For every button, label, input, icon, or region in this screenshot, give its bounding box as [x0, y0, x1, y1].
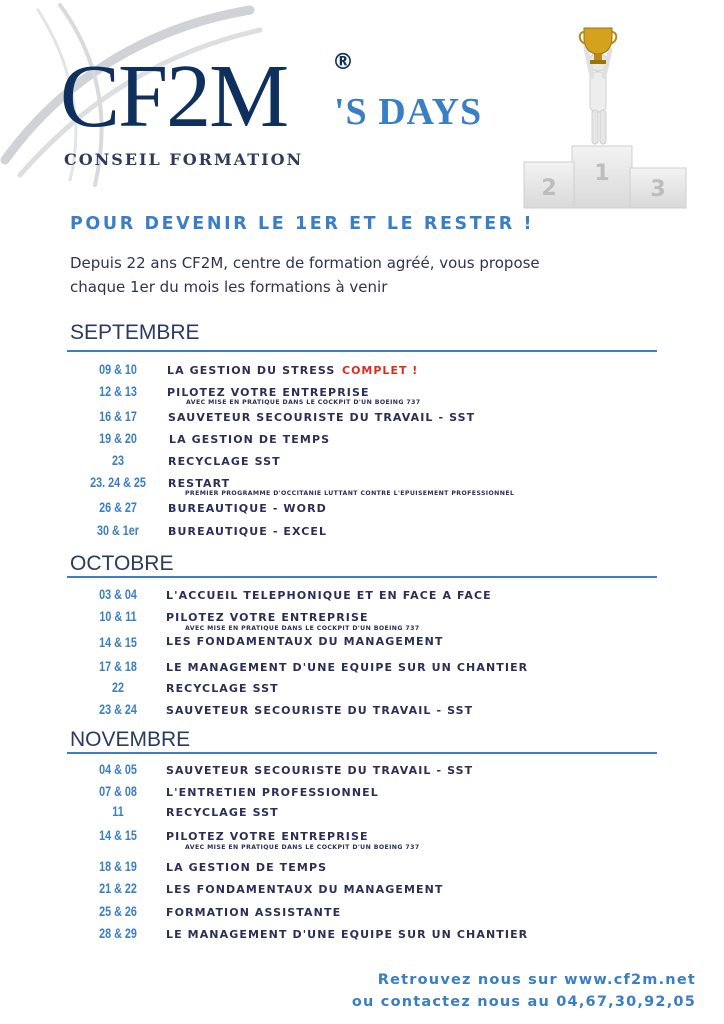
footer-contact: ou contactez nous au 04,67,30,92,05: [351, 994, 696, 1010]
session-date: 30 & 1er: [96, 523, 140, 538]
month-divider: [67, 752, 657, 754]
course-title: LE MANAGEMENT D'UNE EQUIPE SUR UN CHANTIER: [166, 928, 529, 941]
complet-badge: COMPLET !: [342, 364, 419, 377]
session-date: 10 & 11: [99, 609, 137, 624]
course-title: SAUVETEUR SECOURISTE DU TRAVAIL - SST: [166, 704, 474, 717]
course-title: LES FONDAMENTAUX DU MANAGEMENT: [166, 883, 444, 896]
trophy-figure-icon: [580, 28, 617, 144]
session-date: 17 & 18: [99, 659, 137, 674]
session-date: 19 & 20: [99, 431, 137, 446]
course-title: LA GESTION DE TEMPS: [166, 861, 328, 874]
course-title: SAUVETEUR SECOURISTE DU TRAVAIL - SST: [166, 764, 474, 777]
session-date: 12 & 13: [99, 384, 137, 399]
registered-mark: ®: [332, 50, 354, 75]
session-date: 25 & 26: [99, 904, 137, 919]
session-date: 18 & 19: [99, 859, 137, 874]
course-subtitle: AVEC MISE EN PRATIQUE DANS LE COCKPIT D'UN BOEING 737: [186, 399, 421, 406]
course-title: RESTART: [168, 477, 231, 490]
podium-label-3: 3: [650, 177, 666, 202]
course-title: BUREAUTIQUE - WORD: [168, 502, 327, 515]
headline: POUR DEVENIR LE 1ER ET LE RESTER !: [70, 214, 535, 234]
course-subtitle: PREMIER PROGRAMME D'OCCITANIE LUTTANT CONTRE L'EPUISEMENT PROFESSIONNEL: [185, 490, 515, 497]
course-title: LES FONDAMENTAUX DU MANAGEMENT: [166, 635, 444, 648]
month-divider: [67, 576, 657, 578]
course-title: L'ACCUEIL TELEPHONIQUE ET EN FACE A FACE: [166, 589, 492, 602]
session-date: 14 & 15: [99, 828, 137, 843]
course-title: RECYCLAGE SST: [168, 455, 281, 468]
course-title: PILOTEZ VOTRE ENTREPRISE: [167, 386, 370, 399]
course-subtitle: AVEC MISE EN PRATIQUE DANS LE COCKPIT D'UN BOEING 737: [185, 844, 420, 851]
session-date: 26 & 27: [99, 500, 137, 515]
session-date: 04 & 05: [99, 762, 137, 777]
course-title: RECYCLAGE SST: [166, 806, 279, 819]
course-title: PILOTEZ VOTRE ENTREPRISE: [166, 611, 369, 624]
session-date: 22: [111, 680, 125, 695]
logo-subtitle: CONSEIL FORMATION: [64, 150, 304, 169]
session-date: 14 & 15: [99, 635, 137, 650]
footer-website: Retrouvez nous sur www.cf2m.net: [377, 972, 696, 988]
intro-text: [70, 251, 630, 299]
intro-line-2: chaque 1er du mois les formations à venir: [70, 278, 388, 296]
session-date: 03 & 04: [99, 587, 137, 602]
session-date: 23: [111, 453, 125, 468]
course-title: RECYCLAGE SST: [166, 682, 279, 695]
month-title-novembre: NOVEMBRE: [70, 728, 191, 751]
month-divider: [67, 350, 657, 352]
course-title: SAUVETEUR SECOURISTE DU TRAVAIL - SST: [168, 411, 476, 424]
course-title: L'ENTRETIEN PROFESSIONNEL: [166, 786, 379, 799]
logo-days: 'S DAYS: [334, 91, 483, 133]
course-title: FORMATION ASSISTANTE: [166, 906, 342, 919]
session-date: 16 & 17: [99, 409, 137, 424]
session-date: 23 & 24: [99, 702, 137, 717]
logo-brand: CF2M: [60, 47, 288, 146]
session-date: 11: [112, 804, 124, 819]
course-subtitle: AVEC MISE EN PRATIQUE DANS LE COCKPIT D'UN BOEING 737: [185, 625, 420, 632]
month-title-octobre: OCTOBRE: [70, 552, 174, 575]
session-date: 21 & 22: [99, 881, 137, 896]
podium-label-1: 1: [594, 161, 610, 186]
session-date: 07 & 08: [99, 784, 137, 799]
course-title: BUREAUTIQUE - EXCEL: [168, 525, 328, 538]
course-title: LA GESTION DE TEMPS: [169, 433, 331, 446]
session-date: 09 & 10: [99, 362, 137, 377]
course-title: LA GESTION DU STRESS: [167, 364, 336, 377]
podium-illustration: [510, 10, 710, 215]
podium-label-2: 2: [541, 176, 557, 201]
course-title: LE MANAGEMENT D'UNE EQUIPE SUR UN CHANTIER: [166, 661, 529, 674]
session-date: 23. 24 & 25: [90, 475, 146, 490]
course-title: PILOTEZ VOTRE ENTREPRISE: [166, 830, 369, 843]
session-date: 28 & 29: [99, 926, 137, 941]
intro-line-1: Depuis 22 ans CF2M, centre de formation agréé, vous propose: [70, 254, 540, 272]
month-title-septembre: SEPTEMBRE: [70, 321, 200, 344]
